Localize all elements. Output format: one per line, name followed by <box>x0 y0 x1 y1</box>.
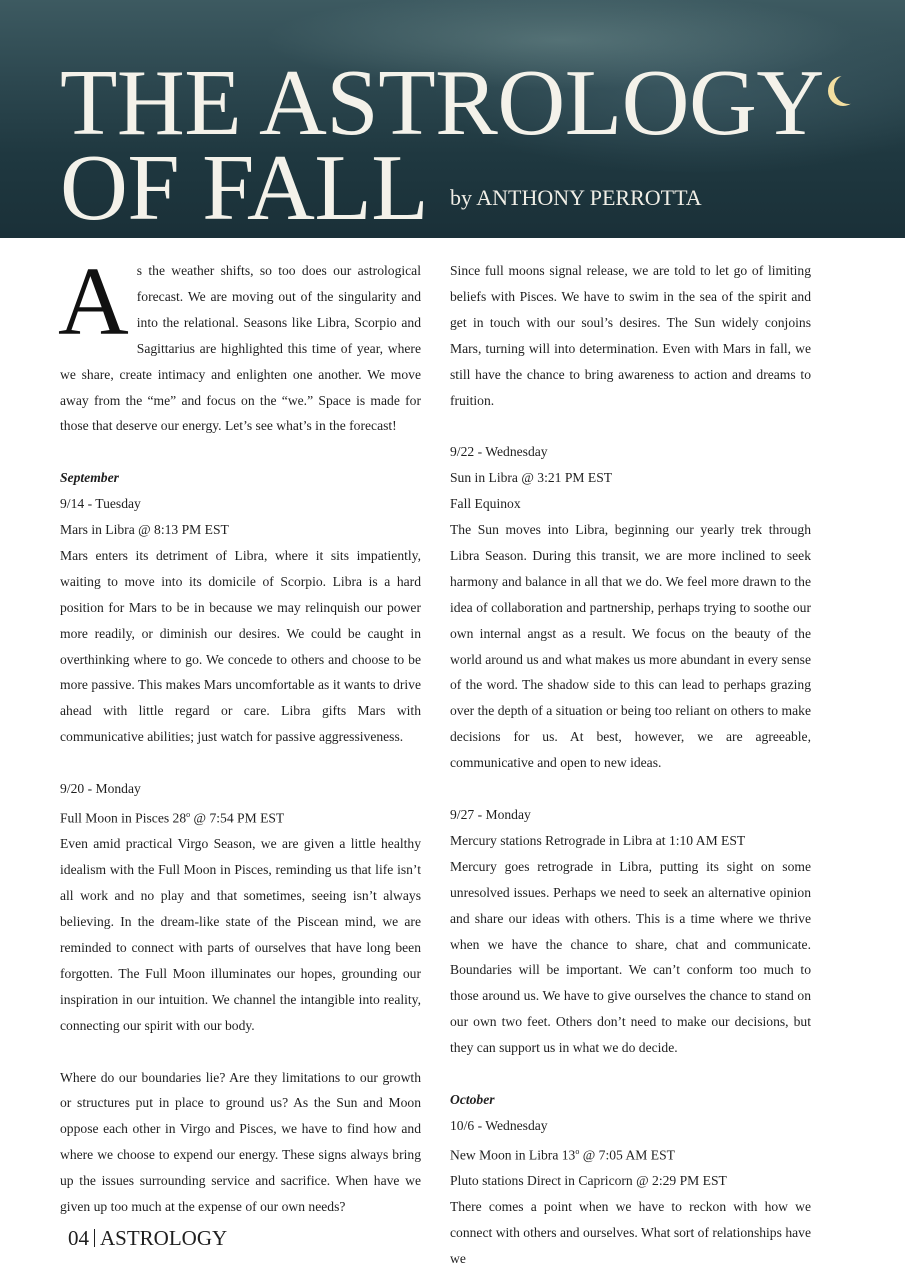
intro-paragraph <box>58 248 421 439</box>
page-number: 04 <box>68 1226 89 1250</box>
right-column <box>450 258 811 1272</box>
entry-event: Mercury stations Retrograde in Libra at 1:10 AM EST <box>450 832 746 848</box>
entry-event: Full Moon in Pisces 28$^o$ @ 7:54 PM EST <box>60 810 285 826</box>
header-banner <box>0 0 905 238</box>
entry-event: Sun in Libra @ 3:21 PM EST <box>450 470 613 486</box>
entry-body: Mars enters its detriment of Libra, where it sits impatiently, waiting to move into its domicile of Scorpio. Libra is a hard position for Mars to be in because we may relinquish our power more readily, or diminish our desires. We could be caught in overthinking where to go. We concede to others and choose to be more passive. This makes Mars uncomfortable as it wants to drive ahead with little regard or care. Libra gifts Mars with communicative abilities; just watch for passive aggressiveness. <box>60 547 421 745</box>
entry-body: Where do our boundaries lie? Are they limitations to our growth or structures put in place to ground us? As the Sun and Moon oppose each other in Virgo and Pisces, we have to find how and where we choose to expend our energy. These signs always bring up the issues surrounding service and sacrifice. When have we given up too much at the expense of our own needs? <box>60 1069 421 1215</box>
entry-date: 9/27 - Monday <box>450 807 531 822</box>
degree-symbol: o <box>575 1146 580 1156</box>
entry-body: Since full moons signal release, we are told to let go of limiting beliefs with Pisces. We have to swim in the sea of the spirit and get in touch with our soul’s desires. The Sun widely conjoins Mars, turning will into determination. Even with Mars in fall, we still have the chance to bring awareness to action and dreams to fruition. <box>450 263 811 408</box>
entry-date: 9/22 - Wednesday <box>450 444 548 460</box>
section-label: ASTROLOGY <box>100 1226 228 1250</box>
degree-symbol: o <box>186 810 191 819</box>
entry-body: Mercury goes retrograde in Libra, putting its sight on some unresolved issues. Perhaps we need to seek an alternative opinion and share our ideas with others. This is a time where we thrive when we have the chance to share, chat and communicate. Boundaries will be important. We can’t conform too much to those around us. We have to give ourselves the chance to stand on our own two feet. Others don’t need to make our decisions, but they can support us in what we do decide. <box>450 858 811 1056</box>
section-heading-september: September <box>60 470 119 486</box>
intro-text: s the weather shifts, so too does our astrological forecast. We are moving out of the singularity and into the relational. Seasons like Libra, Scorpio and Sagittarius are highlighted this time of year, where we share, create intimacy and enlighten one another. We move away from the “me” and focus on the “we.” Space is made for those that deserve our energy. Let’s see what’s in the forecast! <box>60 263 421 434</box>
entry-body: There comes a point when we have to reckon with how we connect with others and ourselves. What sort of relationships have we <box>450 1199 811 1266</box>
entry-event: Pluto stations Direct in Capricorn @ 2:29 PM EST <box>450 1173 727 1189</box>
entry-date: 9/14 - Tuesday <box>60 496 141 512</box>
entry-subtitle: Fall Equinox <box>450 496 521 512</box>
entry-event: Mars in Libra @ 8:13 PM EST <box>60 522 229 538</box>
section-heading-october: October <box>450 1091 495 1107</box>
footer-divider <box>94 1229 95 1247</box>
author-byline: by ANTHONY PERROTTA <box>450 185 702 210</box>
left-column <box>58 248 421 1220</box>
article-title-line-1: THE ASTROLOGY <box>60 51 824 155</box>
entry-body: Even amid practical Virgo Season, we are given a little healthy idealism with the Full Moon in Pisces, reminding us that life isn’t all work and no play and that sometimes, seeing isn’t always believing. In the dream-like state of the Piscean mind, we are reminded to connect with parts of ourselves that have long been forgotten. The Full Moon illuminates our hopes, grounding our inspiration in our intuition. We channel the intangible into reality, connecting our spirit with our body. <box>60 836 421 1033</box>
entry-event: New Moon in Libra 13$^o$ @ 7:05 AM EST <box>450 1146 675 1163</box>
entry-date: 9/20 - Monday <box>60 781 141 797</box>
page-footer <box>68 1226 227 1251</box>
entry-date: 10/6 - Wednesday <box>450 1117 548 1133</box>
crescent-moon-icon <box>826 72 860 110</box>
entry-body: The Sun moves into Libra, beginning our yearly trek through Libra Season. During this transit, we are more inclined to seek harmony and balance in all that we do. We feel more drawn to the idea of collaboration and partnership, perhaps trying to soothe our own internal angst as a result. We focus on the beauty of the world around us and what makes us more abundant in every sense of the word. The shadow side to this can lead to perhaps grazing over the depth of a situation or being too reliant on others to make decisions for us. At best, however, we are agreeable, communicative and open to new ideas. <box>450 522 811 771</box>
article-title-line-2: OF FALL <box>60 136 429 240</box>
drop-cap: A <box>58 248 129 356</box>
